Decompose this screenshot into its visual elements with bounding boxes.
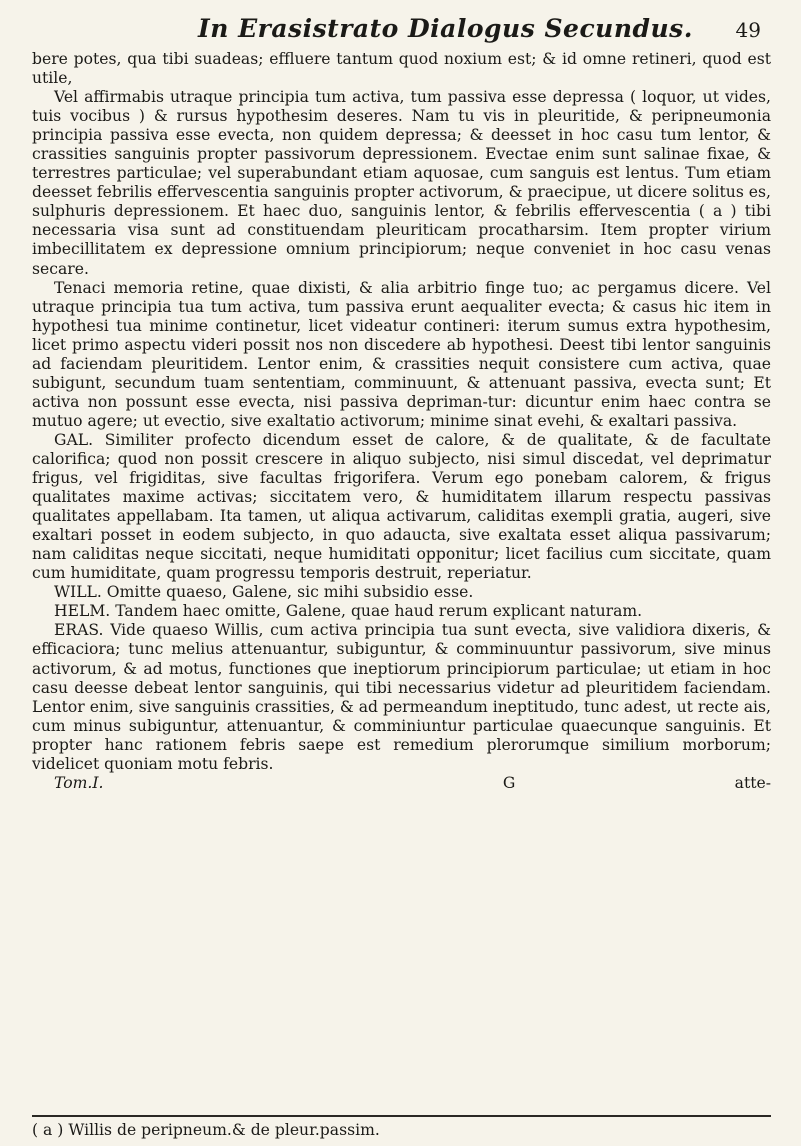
footnote: ( a ) Willis de peripneum.& de pleur.passim.: [32, 1121, 380, 1139]
paragraph: HELM. Tandem haec omitte, Galene, quae haud rerum explicant naturam.: [54, 602, 643, 621]
body-text: [32, 50, 771, 793]
catchword: atte-: [734, 773, 771, 792]
paragraph: bere potes, qua tibi suadeas; effluere tantum quod noxium est; & id omne retineri, quod est utile,: [32, 50, 771, 88]
paragraph: ERAS. Vide quaeso Willis, cum activa principia tua sunt evecta, sive validiora dixeris, & efficaciora; tunc melius attenuantur, subiguntur, & comminuuntur passivorum, sive minus activorum, & ad motus, functiones que ineptiorum principiorum particulae; ut etiam in hoc casu deesse debeat lentor sanguinis, qui tibi necessarius videtur ad pleuritidem faciendam. Lentor enim, sive sanguinis crassities, & ad permeandum ineptitudo, tunc adest, ut recte ais, cum minus subiguntur, attenuantur, & comminiuntur particulae quaecunque sanguinis. Et propter hanc rationem febris saepe est remedium plerorumque similium morborum; videlicet quoniam motu febris.: [32, 621, 771, 773]
footnote-rule: [32, 1115, 771, 1117]
page-number: 49: [735, 18, 761, 42]
running-head: In Erasistrato Dialogus Secundus.: [198, 14, 693, 43]
paragraph: GAL. Similiter profecto dicendum esset de calore, & de qualitate, & de facultate calorifica; quod non possit crescere in aliquo subjecto, nisi simul discedat, vel deprimatur frigus, vel frigiditas, sive facultas frigorifera. Verum ego ponebam calorem, & frigus qualitates maxime activas; siccitatem vero, & humiditatem illarum respectu passivas qualitates appellabam. Ita tamen, ut aliqua activarum, caliditas exempli gratia, augeri, sive exaltari posset in eodem subjecto, in quo adaucta, sive exaltata esset aliqua passivarum; nam caliditas neque siccitati, neque humiditati opponitur; licet facilius cum siccitate, quam cum humiditate, quam progressu temporis destruit, reperiatur.: [32, 430, 771, 583]
signature-line: [32, 774, 771, 793]
tome-label: Tom.I.: [54, 773, 104, 792]
paragraph: Vel affirmabis utraque principia tum activa, tum passiva esse depressa ( loquor, ut vides, tuis vocibus ) & rursus hypothesim deseres. Nam tu vis in pleuritide, & peripneumonia principia passiva esse evecta, non quidem depressa; & deesset in hoc casu tum lentor, & crassities sanguinis propter passivorum depressionem. Evectae enim sunt salinae fixae, & terrestres particulae; vel superabundant etiam aquosae, cum sanguis est lentus. Tum etiam deesset febrilis effervescentia sanguinis propter activorum, & praecipue, ut dicere solitus es, sulphuris depressionem. Et haec duo, sanguinis lentor, & febrilis effervescentia ( a ) tibi necessaria visa sunt ad constituendam pleuriticam procatharsim. Item propter virium imbecillitatem ex depressione omnium principiorum; neque conveniet in hoc casu venas secare.: [32, 88, 771, 278]
page-header: [60, 14, 761, 50]
paragraph: WILL. Omitte quaeso, Galene, sic mihi subsidio esse.: [54, 583, 474, 602]
signature-mark: G: [502, 773, 516, 792]
paragraph: Tenaci memoria retine, quae dixisti, & alia arbitrio finge tuo; ac pergamus dicere. Vel utraque principia tua tum activa, tum passiva erunt aequaliter evecta; & casus hic item in hypothesi tua minime continetur, licet videatur contineri: iterum sumus extra hypothesim, licet primo aspectu videri possit nos non discedere ab hypothesi. Deest tibi lentor sanguinis ad faciendam pleuritidem. Lentor enim, & crassities nequit consistere cum activa, quae subigunt, secundum tuam sententiam, comminuunt, & attenuant passiva, evecta sunt; Et activa non possunt esse evecta, nisi passiva depriman-tur: dicuntur enim haec contra se mutuo agere; ut evectio, sive exaltatio activorum; minime sinat evehi, & exaltari passiva.: [32, 278, 771, 430]
